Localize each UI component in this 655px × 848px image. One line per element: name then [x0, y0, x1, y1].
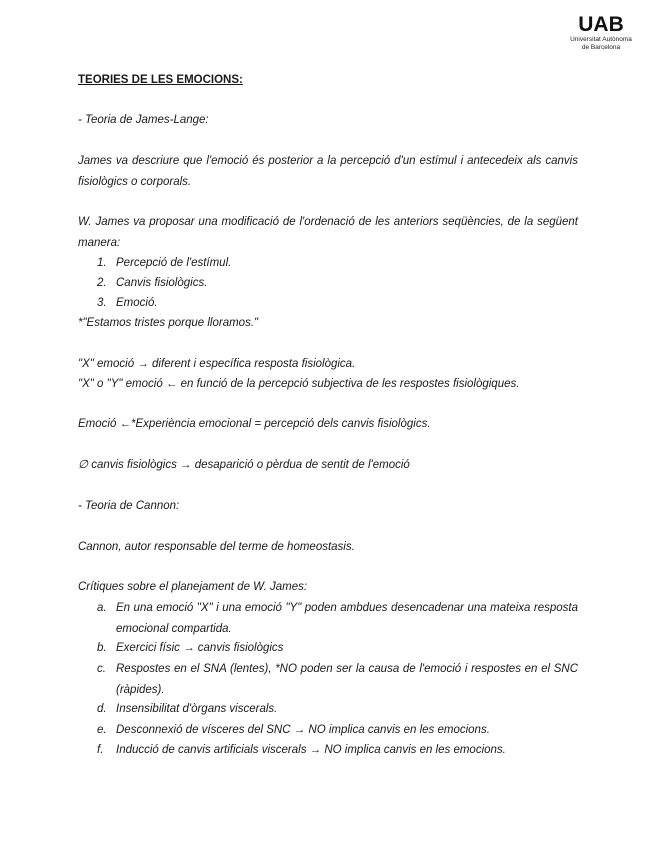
quote-line: *"Estamos tristes porque lloramos." [78, 317, 259, 329]
list-marker: d. [97, 703, 107, 715]
list-item-text: Desconnexió de vísceres del SNC → NO implica canvis en les emocions. [116, 724, 490, 736]
list-marker: c. [97, 663, 106, 675]
list-item-critique-a [78, 598, 578, 638]
section-heading-james-lange: - Teoria de James-Lange: [78, 114, 209, 126]
list-item-text: Insensibilitat d'òrgans viscerals. [116, 703, 278, 715]
uab-logo-mark: UAB [578, 13, 624, 36]
list-marker: b. [97, 642, 107, 654]
list-item-text: Inducció de canvis artificials viscerals → NO implica canvis en les emocions. [116, 744, 506, 756]
list-marker: 2. [97, 277, 107, 289]
critiques-heading: Crítiques sobre el planejament de W. James: [78, 581, 308, 593]
line-x-emotion: "X" emoció → diferent i específica resposta fisiològica. [78, 358, 356, 370]
list-item-text: Respostes en el SNA (lentes), *NO poden ser la causa de l'emoció i respostes en el SNC (ràpides). [116, 663, 578, 696]
list-marker: 1. [97, 257, 107, 269]
list-item-critique-c [78, 659, 578, 699]
document-title: TEORIES DE LES EMOCIONS: [78, 74, 243, 86]
uab-logo [561, 14, 641, 51]
list-marker: a. [97, 602, 107, 614]
list-item-text: Exercici físic → canvis fisiològics [116, 642, 284, 654]
list-item-text: En una emoció "X" i una emoció "Y" poden ambdues desencadenar una mateixa resposta emocional compartida. [116, 602, 578, 635]
section-heading-cannon: - Teoria de Cannon: [78, 500, 180, 512]
list-item-text: Percepció de l'estímul. [116, 257, 232, 269]
paragraph-cannon: Cannon, autor responsable del terme de homeostasis. [78, 541, 355, 553]
list-item-text: Canvis fisiològics. [116, 277, 208, 289]
line-xy-emotion: "X" o "Y" emoció ← en funció de la percepció subjectiva de les respostes fisiològiques. [78, 378, 520, 390]
line-emocio-experience: Emoció ←*Experiència emocional = percepció dels canvis fisiològics. [78, 418, 431, 430]
list-marker: e. [97, 724, 107, 736]
uab-logo-line2: de Barcelona [581, 43, 621, 51]
list-marker: 3. [97, 297, 107, 309]
uab-logo-line1: Universitat Autònoma [570, 36, 632, 43]
paragraph-james-description: James va descriure que l'emoció és posterior a la percepció d'un estímul i antecedeix als canvis fisiològics o corporals. [78, 155, 578, 188]
list-marker: f. [97, 744, 104, 756]
list-item-text: Emoció. [116, 297, 158, 309]
paragraph-james-modification: W. James va proposar una modificació de l'ordenació de les anteriors seqüències, de la següent manera: [78, 216, 578, 249]
line-empty-set: ∅ canvis fisiològics → desaparició o pèrdua de sentit de l'emoció [78, 459, 410, 471]
